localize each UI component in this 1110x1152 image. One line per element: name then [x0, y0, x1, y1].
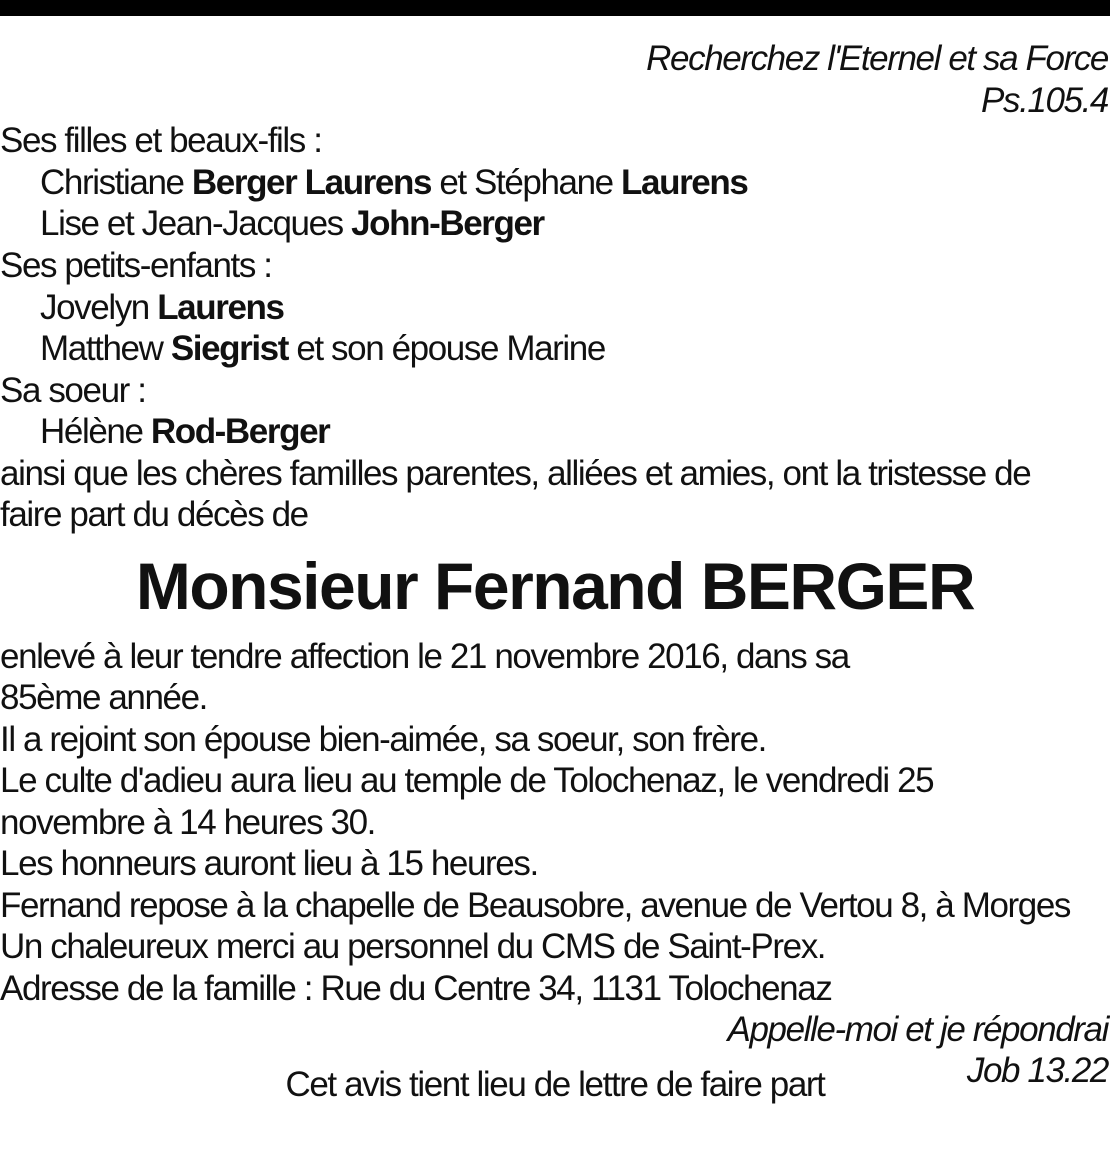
epigraph-quote: Recherchez l'Eternel et sa Force: [646, 39, 1108, 78]
sister-heading: Sa soeur :: [0, 371, 146, 410]
footer-note: Cet avis tient lieu de lettre de faire part: [285, 1065, 825, 1104]
given-name: et Stéphane: [431, 163, 622, 202]
sister-line-1: [40, 411, 329, 453]
daughters-heading: Ses filles et beaux-fils :: [0, 121, 322, 160]
given-name: Lise et Jean-Jacques: [40, 204, 352, 243]
deceased-name: Monsieur Fernand BERGER: [135, 549, 975, 623]
body-line-1: enlevé à leur tendre affection le 21 novembre 2016, dans sa: [0, 637, 849, 676]
announcement-line-1: ainsi que les chères familles parentes, alliées et amies, ont la tristesse de: [0, 454, 1031, 493]
given-name: Matthew: [40, 329, 171, 368]
surname: John-Berger: [351, 204, 544, 243]
surname: Laurens: [621, 163, 748, 202]
body-line-7: Fernand repose à la chapelle de Beausobre, avenue de Vertou 8, à Morges: [0, 886, 1071, 925]
body-line-4: Le culte d'adieu aura lieu au temple de Tolochenaz, le vendredi 25: [0, 761, 934, 800]
grandchildren-line-2: [40, 328, 605, 370]
surname: Berger Laurens: [191, 163, 432, 202]
epigraph-reference: Ps.105.4: [981, 81, 1108, 120]
body-line-9: Adresse de la famille : Rue du Centre 34, 1131 Tolochenaz: [0, 969, 832, 1008]
body-line-5: novembre à 14 heures 30.: [0, 803, 376, 842]
surname: Siegrist: [170, 329, 288, 368]
top-rule: [0, 0, 1110, 16]
spouse-text: et son épouse Marine: [288, 329, 605, 368]
closing-quote: Appelle-moi et je répondrai: [727, 1010, 1108, 1049]
given-name: Christiane: [40, 163, 192, 202]
grandchildren-line-1: [40, 287, 284, 329]
body-line-3: Il a rejoint son épouse bien-aimée, sa soeur, son frère.: [0, 720, 766, 759]
daughters-line-1: [40, 162, 747, 204]
announcement-line-2: faire part du décès de: [0, 495, 308, 534]
given-name: Hélène: [40, 412, 151, 451]
surname: Rod-Berger: [150, 412, 330, 451]
body-line-2: 85ème année.: [0, 678, 207, 717]
grandchildren-heading: Ses petits-enfants :: [0, 246, 272, 285]
closing-reference: Job 13.22: [966, 1051, 1108, 1090]
body-line-6: Les honneurs auront lieu à 15 heures.: [0, 844, 538, 883]
given-name: Jovelyn: [40, 288, 158, 327]
daughters-line-2: [40, 203, 544, 245]
surname: Laurens: [157, 288, 284, 327]
body-line-8: Un chaleureux merci au personnel du CMS de Saint-Prex.: [0, 927, 826, 966]
